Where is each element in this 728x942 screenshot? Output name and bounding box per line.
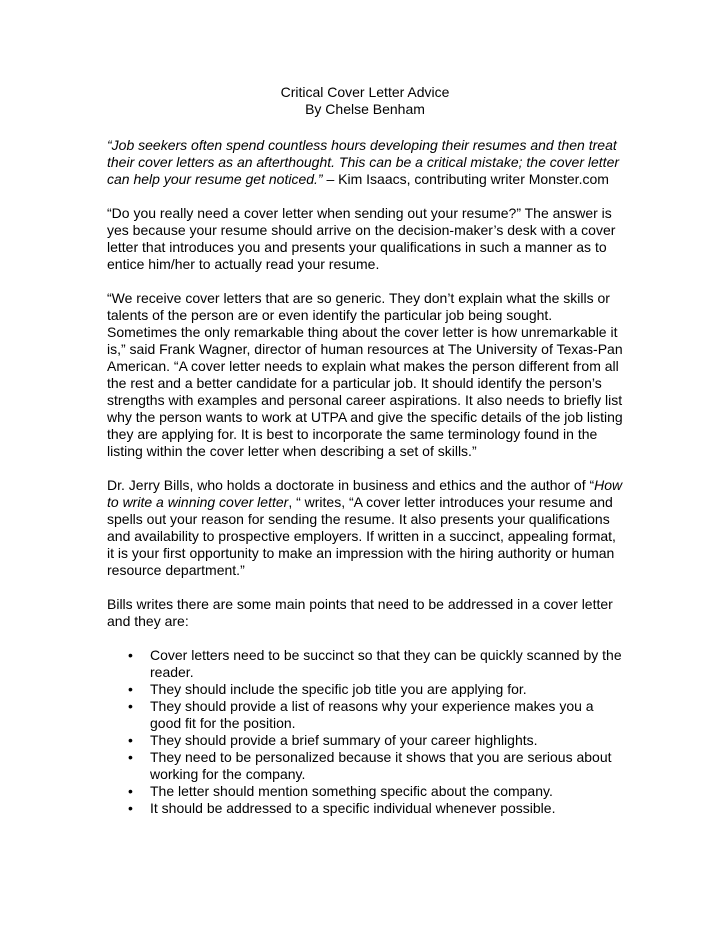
bullet-icon: • — [128, 698, 133, 714]
document-title: Critical Cover Letter Advice — [280, 84, 450, 100]
paragraph-1 — [107, 137, 623, 188]
list-item-text: It should be addressed to a specific individual whenever possible. — [150, 800, 556, 816]
paragraph-4-lead: Dr. Jerry Bills, who holds a doctorate in business and ethics and the author of “ — [107, 477, 595, 493]
list-item-text: They should provide a list of reasons why your experience makes you a good fit for the position. — [150, 698, 594, 731]
document-byline: By Chelse Benham — [305, 101, 425, 117]
list-item — [107, 800, 623, 817]
paragraph-3: “We receive cover letters that are so generic. They don’t explain what the skills or talents of the person are or even identify the particular job being sought. Sometimes the only remarkable thing about the cover letter is how unremarkable it is,” said Frank Wagner, director of human resources at The University of Texas-Pan American. “A cover letter needs to explain what makes the person different from all the rest and a better candidate for a particular job. It should identify the person’s strengths with examples and personal career aspirations. It also needs to briefly list why the person wants to work at UTPA and give the specific details of the job listing they are applying for. It is best to incorporate the same terminology found in the listing within the cover letter when describing a set of skills.” — [107, 290, 623, 459]
book-title: How to write a winning cover letter — [107, 477, 623, 510]
list-item-text: Cover letters need to be succinct so that they can be quickly scanned by the reader. — [150, 647, 622, 680]
list-item-text: They should include the specific job title you are applying for. — [150, 681, 527, 697]
bullet-icon: • — [128, 783, 133, 799]
bullet-icon: • — [128, 732, 133, 748]
list-item — [107, 698, 623, 732]
title-block — [107, 84, 623, 118]
bullet-icon: • — [128, 800, 133, 816]
paragraph-4 — [107, 477, 623, 579]
list-item — [107, 647, 623, 681]
paragraph-4-rest: , “ writes, “A cover letter introduces your resume and spells out your reason for sending the resume. It also presents your qualifications and availability to prospective employers. If written in a succinct, appealing format, it is your first opportunity to make an impression with the hiring authority or human resource department.” — [107, 494, 616, 578]
paragraph-5: Bills writes there are some main points that need to be addressed in a cover letter and they are: — [107, 596, 613, 629]
quote-attribution: – Kim Isaacs, contributing writer Monster.com — [322, 171, 609, 187]
list-item — [107, 749, 623, 783]
paragraph-2: “Do you really need a cover letter when sending out your resume?” The answer is yes because your resume should arrive on the decision-maker’s desk with a cover letter that introduces you and presents your qualifications in such a manner as to entice him/her to actually read your resume. — [107, 205, 616, 272]
bullet-icon: • — [128, 647, 133, 663]
opening-quote: “Job seekers often spend countless hours developing their resumes and then treat their cover letters as an afterthought. This can be a critical mistake; the cover letter can help your resume get noticed.” — [107, 137, 620, 187]
list-item-text: The letter should mention something specific about the company. — [150, 783, 553, 799]
list-item-text: They need to be personalized because it shows that you are serious about working for the company. — [150, 749, 612, 782]
list-item — [107, 681, 623, 698]
list-item — [107, 783, 623, 800]
list-item — [107, 732, 623, 749]
bullet-icon: • — [128, 681, 133, 697]
points-list — [107, 647, 623, 817]
bullet-icon: • — [128, 749, 133, 765]
document-page — [107, 84, 623, 817]
list-item-text: They should provide a brief summary of your career highlights. — [150, 732, 538, 748]
